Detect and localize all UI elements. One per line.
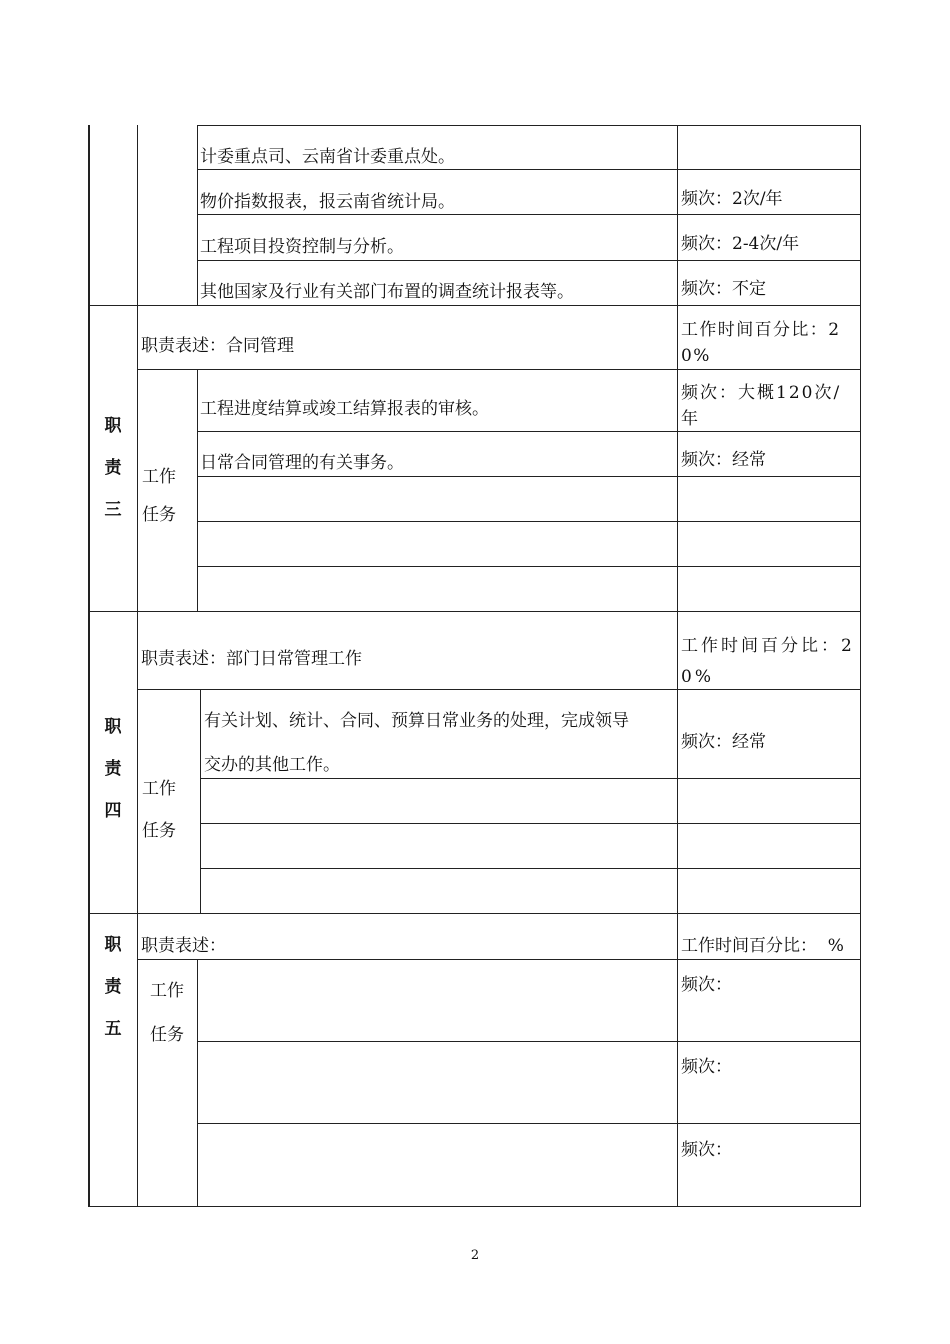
- col-line-task-d4: [200, 689, 201, 914]
- row-line: [197, 1041, 861, 1042]
- task-frequency: 频次：2-4次/年: [681, 234, 800, 254]
- row-line: [137, 369, 861, 370]
- duty4-label: 职 责 四: [104, 717, 122, 821]
- page-number: 2: [470, 1248, 480, 1263]
- col-line-label: [137, 125, 138, 1207]
- row-line: [197, 476, 861, 477]
- task-frequency: 频次：不定: [681, 279, 766, 299]
- duty3-work-tasks-label: 工作 任务: [142, 467, 176, 525]
- task-frequency: 频次：: [681, 1140, 732, 1160]
- task-text: 有关计划、统计、合同、预算日常业务的处理，完成领导: [204, 711, 629, 731]
- col-line-task-top: [197, 125, 198, 305]
- row-line: [197, 260, 861, 261]
- task-frequency: 频次：经常: [681, 732, 766, 752]
- task-text: 交办的其他工作。: [204, 755, 340, 775]
- row-line: [200, 778, 861, 779]
- row-line: [200, 823, 861, 824]
- duty5-label: 职 责 五: [104, 935, 122, 1039]
- table-border-left: [88, 125, 90, 1207]
- section-line-duty4: [88, 611, 861, 612]
- duty5-time-percentage: 工作时间百分比： %: [681, 936, 844, 956]
- task-text: 工程进度结算或竣工结算报表的审核。: [200, 399, 489, 419]
- row-line: [197, 214, 861, 215]
- row-line: [197, 169, 861, 170]
- row-line: [197, 1123, 861, 1124]
- section-line-duty3: [88, 305, 861, 306]
- task-text: 工程项目投资控制与分析。: [200, 237, 404, 257]
- duty5-description: 职责表述：: [141, 936, 226, 956]
- duty5-work-tasks-label: 工作 任务: [150, 981, 184, 1045]
- table-border-top: [197, 125, 861, 126]
- table-border-bottom: [88, 1206, 861, 1207]
- row-line: [197, 521, 861, 522]
- duty4-description: 职责表述：部门日常管理工作: [141, 649, 362, 669]
- task-frequency: 频次：2次/年: [681, 189, 783, 209]
- duty3-label: 职 责 三: [104, 416, 122, 520]
- section-line-duty5: [88, 913, 861, 914]
- row-line: [200, 868, 861, 869]
- task-frequency: 频次：经常: [681, 450, 766, 470]
- col-line-task-d3: [197, 369, 198, 612]
- duty4-work-tasks-label: 工作 任务: [142, 779, 176, 841]
- duty4-time-percentage: 工作时间百分比：20%: [681, 636, 855, 687]
- task-text: 物价指数报表，报云南省统计局。: [200, 192, 455, 212]
- duty3-description: 职责表述：合同管理: [141, 336, 294, 356]
- row-line: [197, 566, 861, 567]
- table-border-right: [860, 125, 861, 1207]
- duty3-time-percentage: 工作时间百分比：20%: [681, 320, 841, 366]
- task-text: 其他国家及行业有关部门布置的调查统计报表等。: [200, 282, 574, 302]
- task-frequency: 频次：: [681, 1057, 732, 1077]
- task-frequency: 频次：大概120次/年: [681, 383, 842, 429]
- col-line-freq: [677, 125, 678, 1207]
- task-text: 计委重点司、云南省计委重点处。: [200, 147, 455, 167]
- row-line: [137, 959, 861, 960]
- col-line-task-d5: [197, 959, 198, 1207]
- task-frequency: 频次：: [681, 975, 732, 995]
- task-text: 日常合同管理的有关事务。: [200, 453, 404, 473]
